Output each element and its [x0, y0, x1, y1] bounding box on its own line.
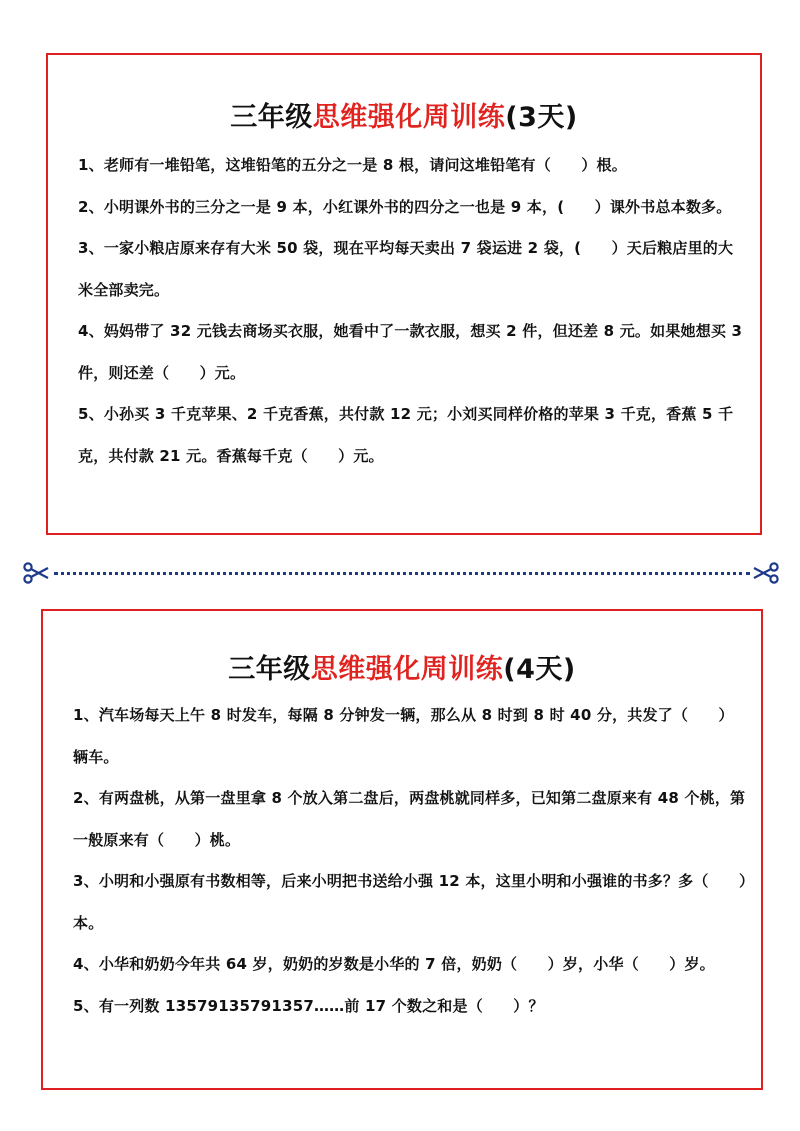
question-item: 5、小孙买 3 千克苹果、2 千克香蕉，共付款 12 元；小刘买同样价格的苹果 3 千克，香蕉 5 千克，共付款 21 元。香蕉每千克（ ）元。 — [78, 405, 734, 465]
scissors-icon — [752, 561, 780, 585]
dotted-divider — [54, 572, 750, 575]
title-grade: 三年级 — [228, 654, 311, 685]
title-day: (4天) — [503, 654, 576, 685]
question-item: 5、有一列数 13579135791357……前 17 个数之和是（ ）？ — [73, 996, 544, 1015]
question-item: 4、妈妈带了 32 元钱去商场买衣服，她看中了一款衣服，想买 2 件，但还差 8 元。如果她想买 3 件，则还差（ ）元。 — [78, 322, 743, 382]
question-item: 3、一家小粮店原来存有大米 50 袋，现在平均每天卖出 7 袋运进 2 袋，( ）天后粮店里的大米全部卖完。 — [78, 239, 734, 299]
worksheet-card-day3 — [46, 53, 762, 535]
question-item: 3、小明和小强原有书数相等，后来小明把书送给小强 12 本，这里小明和小强谁的书多？多（ ）本。 — [73, 872, 747, 932]
title-main: 思维强化周训练 — [312, 102, 506, 133]
question-list — [73, 695, 747, 1027]
question-item: 2、有两盘桃，从第一盘里拿 8 个放入第二盘后，两盘桃就同样多，已知第二盘原来有 48 个桃，第一般原来有（ ）桃。 — [73, 789, 746, 849]
card-title — [48, 95, 760, 134]
title-main: 思维强化周训练 — [310, 654, 504, 685]
question-item: 1、老师有一堆铅笔，这堆铅笔的五分之一是 8 根，请问这堆铅笔有（ ）根。 — [78, 156, 627, 174]
worksheet-card-day4 — [41, 609, 763, 1090]
title-day: (3天) — [505, 102, 578, 133]
card-title — [43, 647, 761, 686]
question-item: 1、汽车场每天上午 8 时发车，每隔 8 分钟发一辆，那么从 8 时到 8 时 40 分，共发了（ ）辆车。 — [73, 706, 734, 766]
question-list — [78, 145, 746, 477]
title-grade: 三年级 — [230, 102, 313, 133]
cut-line — [22, 561, 780, 585]
question-item: 2、小明课外书的三分之一是 9 本，小红课外书的四分之一也是 9 本，( ）课外书总本数多。 — [78, 197, 732, 216]
scissors-icon — [22, 561, 50, 585]
question-item: 4、小华和奶奶今年共 64 岁，奶奶的岁数是小华的 7 倍，奶奶（ ）岁，小华（ ）岁。 — [73, 955, 715, 973]
